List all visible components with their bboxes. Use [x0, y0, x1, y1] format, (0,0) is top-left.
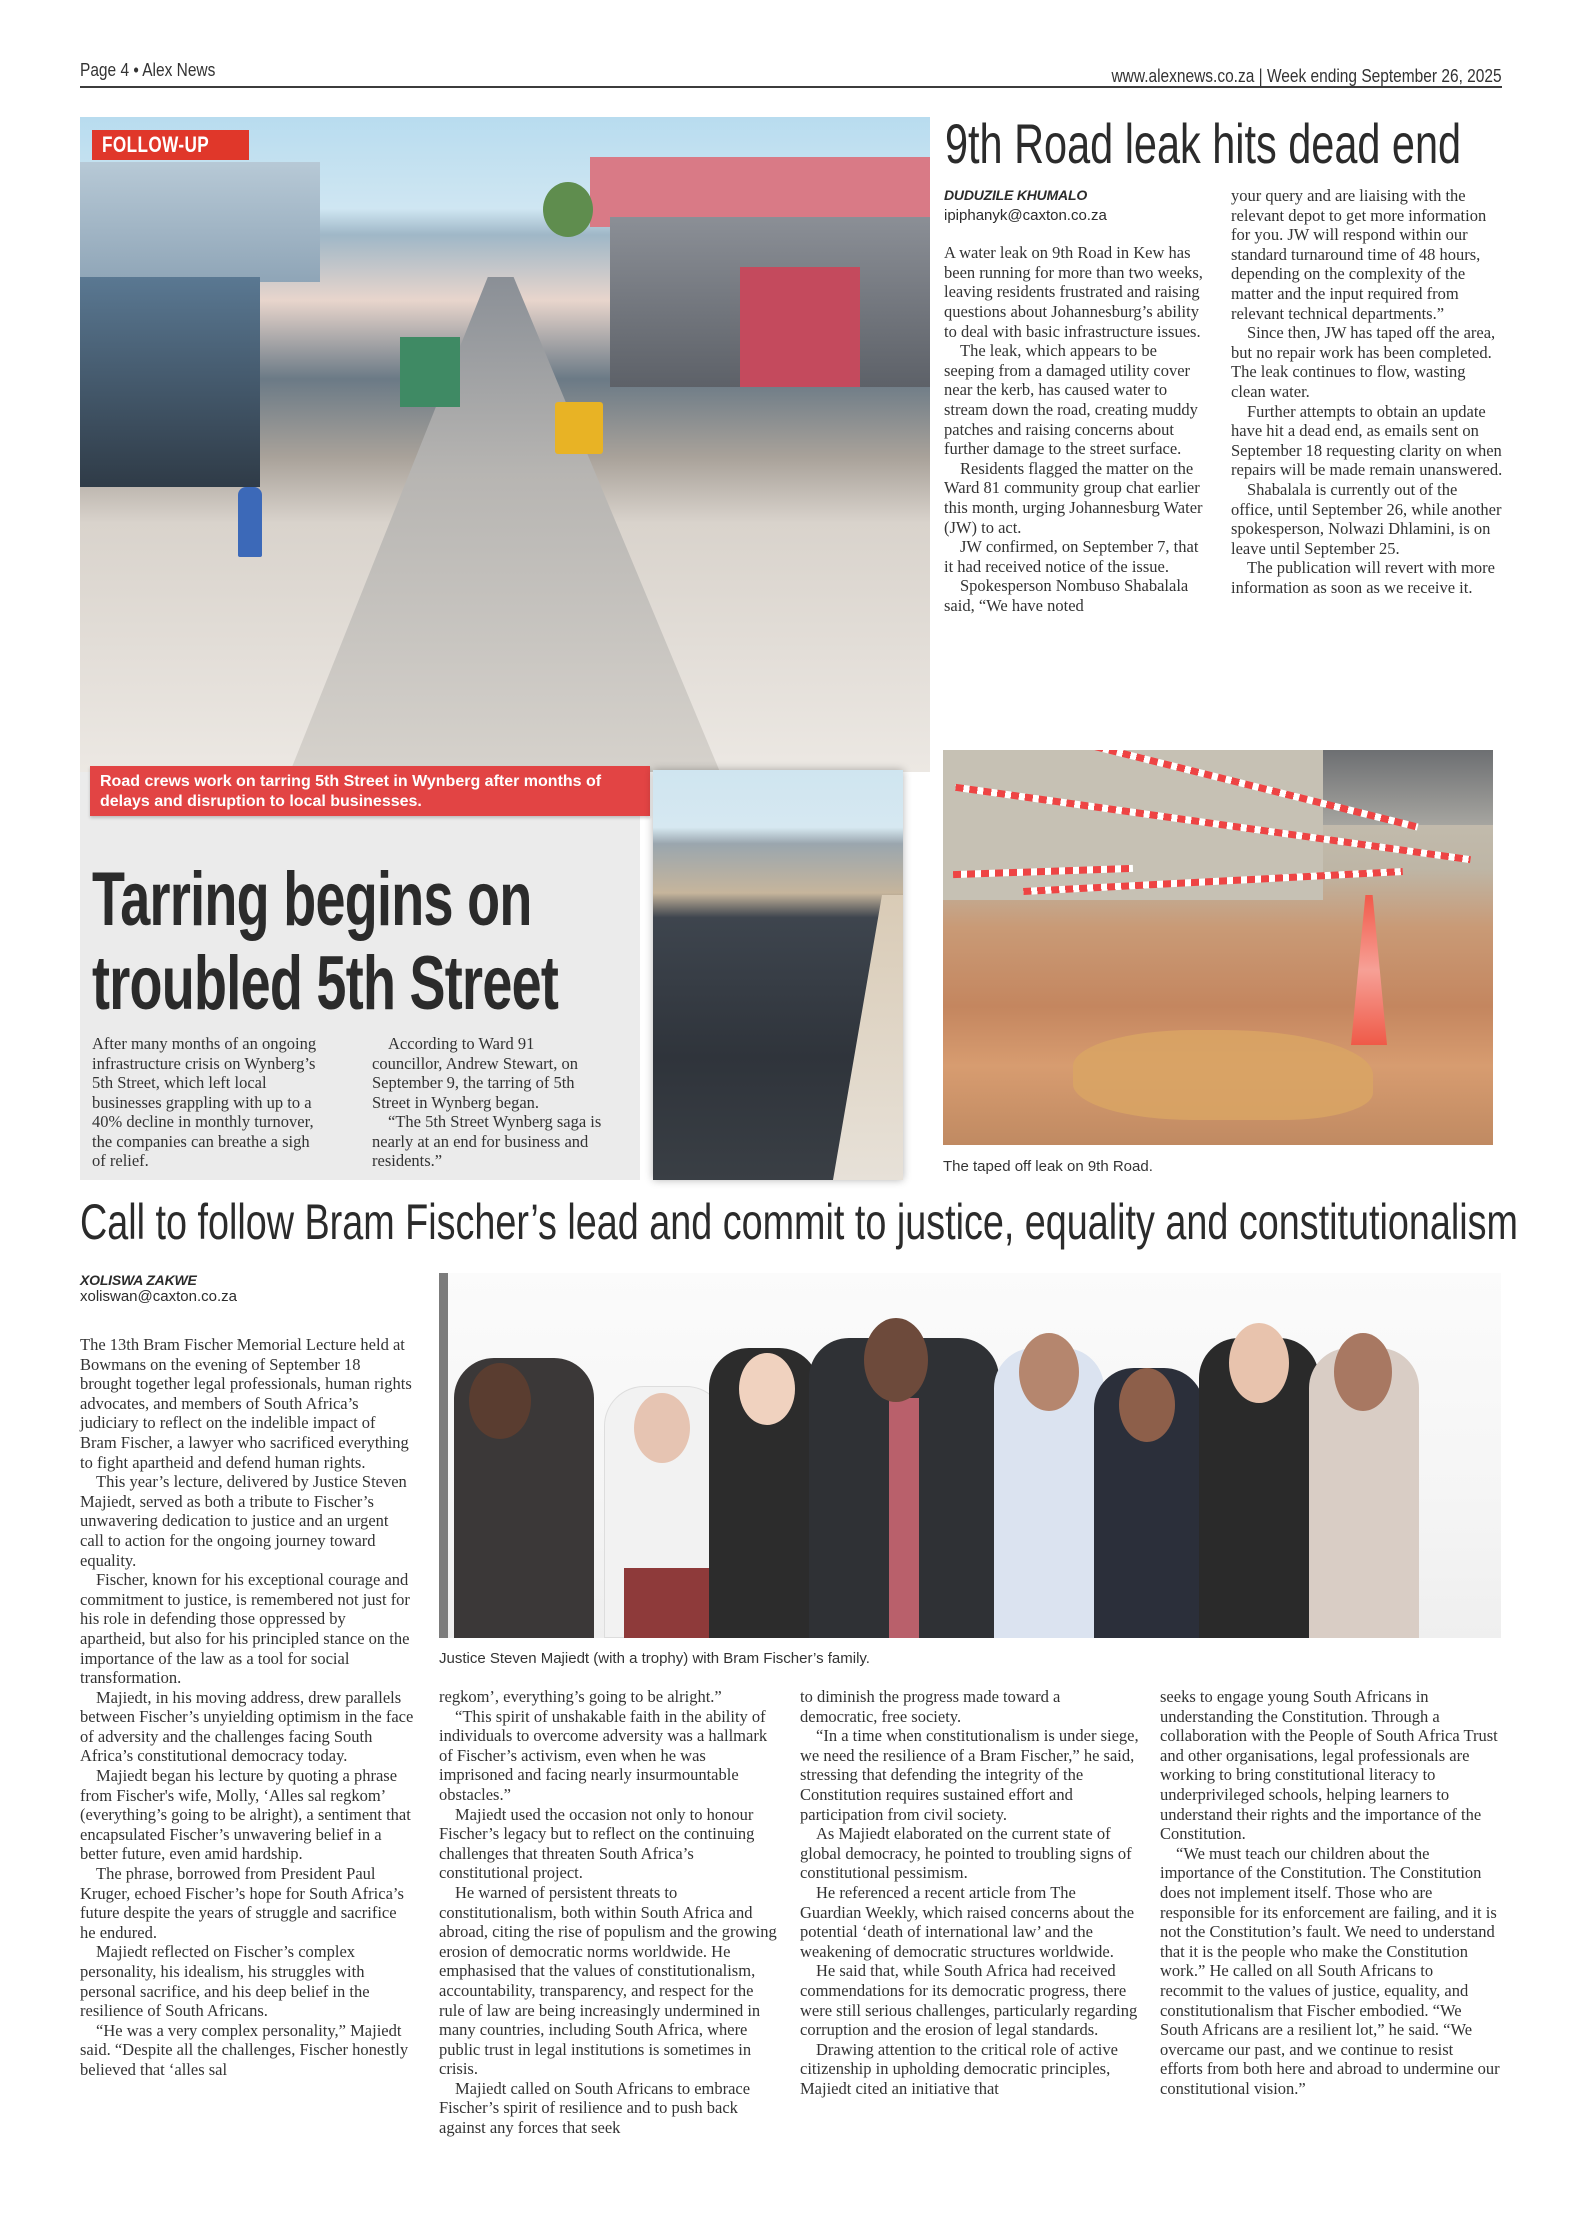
street-tarring-photo — [80, 117, 930, 772]
leak-body-col2: your query and are liaising with the relevant depot to get more information for you. JW will respond within our standard turnaround time of 48 hours, depending on the complexity of the matter and the input required from relevant technical departments.” Since then, JW has taped off the area, but no repair work has been completed. The leak continues to flow, wasting clean water. Further attempts to obtain an update have hit a dead end, as emails sent on September 18 requesting clarity on when repairs will be made remain unanswered. Shabalala is currently out of the office, until September 26, while another spokesperson, Nolwazi Dhlamini, is on leave until September 25. The publication will revert with more information as soon as we receive it. — [1231, 186, 1503, 597]
page-folio: Page 4 • Alex News — [80, 60, 216, 80]
leak-photo-caption: The taped off leak on 9th Road. — [943, 1158, 1153, 1175]
leak-body-col1: DUDUZILE KHUMALO ipiphanyk@caxton.co.za A water leak on 9th Road in Kew has been running for more than two weeks, leaving residents frustrated and raising questions about Johannesburg’s ability to deal with basic infrastructure issues. The leak, which appears to be seeping from a damaged utility cover near the kerb, has caused water to stream down the road, creating muddy patches and raising concerns about further damage to the street surface. Residents flagged the matter on the Ward 81 community group chat earlier this month, urging Johannesburg Water (JW) to act. JW confirmed, on September 7, that it had received notice of the issue. Spokesperson Nombuso Shabalala said, “We have noted — [944, 186, 1206, 615]
leak-photo — [943, 750, 1493, 1145]
family-photo-caption: Justice Steven Majiedt (with a trophy) with Bram Fischer’s family. — [439, 1650, 870, 1667]
byline-email[interactable]: xoliswan@caxton.co.za — [80, 1288, 237, 1305]
byline-email[interactable]: ipiphanyk@caxton.co.za — [944, 206, 1107, 224]
tarring-body-col1: After many months of an ongoing infrastructure crisis on Wynberg’s 5th Street, which left local businesses grappling with up to a 40% decline in monthly turnover, the companies can breathe a sigh of relief. — [92, 1034, 317, 1170]
street-photo-caption: Road crews work on tarring 5th Street in Wynberg after months of delays and disruption to local businesses. — [90, 766, 650, 816]
byline-name: DUDUZILE KHUMALO — [944, 187, 1088, 203]
fischer-headline: Call to follow Bram Fischer’s lead and commit to justice, equality and constitutionalism — [80, 1194, 1518, 1250]
fischer-body-col1: The 13th Bram Fischer Memorial Lecture held at Bowmans on the evening of September 18 brought together legal professionals, human rights advocates, and members of South Africa’s judiciary to reflect on the indelible impact of Bram Fischer, a lawyer who sacrificed everything to fight apartheid and defend human rights. This year’s lecture, delivered by Justice Steven Majiedt, served as both a tribute to Fischer’s unwavering dedication to justice and an urgent call to action for the ongoing journey toward equality. Fischer, known for his exceptional courage and commitment to justice, is remembered not just for his role in defending those oppressed by apartheid, but also for his principled stance on the importance of the law as a tool for social transformation. Majiedt, in his moving address, drew parallels between Fischer’s unyielding optimism in the face of adversity and the challenges facing South Africa’s constitutional democracy today. Majiedt began his lecture by quoting a phrase from Fischer's wife, Molly, ‘Alles sal regkom’ (everything’s going to be alright), a sentiment that encapsulated Fischer’s unwavering belief in a better future, even amid hardship. The phrase, borrowed from President Paul Kruger, echoed Fischer’s hope for South Africa’s future despite the years of struggle and sacrifice he endured. Majiedt reflected on Fischer’s complex personality, his idealism, his struggles with personal sacrifice, and his deep belief in the resilience of South Africans. “He was a very complex personality,” Majiedt said. “Despite all the challenges, Fischer honestly believed that ‘alles sal — [80, 1335, 414, 2079]
fischer-body-col4: seeks to engage young South Africans in understanding the Constitution. Through a collaboration with the People of South Africa Trust and other organisations, legal professionals are working to bring constitutional literacy to underprivileged schools, helping learners to understand their rights and the importance of the Constitution. “We must teach our children about the importance of the Constitution. The Constitution does not implement itself. Those who are responsible for its enforcement are failing, and it is not the Constitution’s fault. We need to understand that it is the people who make the Constitution work.” He called on all South Africans to recommit to the values of justice, equality, and constitutionalism that Fischer embodied. “We South Africans are a resilient lot,” he said. “We overcame our past, and we continue to resist efforts from both here and abroad to undermine our constitutional vision.” — [1160, 1687, 1500, 2098]
new-tar-road-photo — [653, 770, 903, 1180]
leak-headline: 9th Road leak hits dead end — [945, 112, 1462, 175]
tarring-body-col2: According to Ward 91 councillor, Andrew Stewart, on September 9, the tarring of 5th Street in Wynberg began. “The 5th Street Wynberg saga is nearly at an end for business and residents.” — [372, 1034, 602, 1170]
fischer-family-photo — [439, 1273, 1501, 1638]
fischer-byline — [80, 1272, 237, 1305]
tarring-headline: Tarring begins on troubled 5th Street — [92, 857, 559, 1026]
fischer-body-col2: regkom’, everything’s going to be alright.” “This spirit of unshakable faith in the ability of individuals to overcome adversity was a hallmark of Fischer’s activism, even when he was imprisoned and facing nearly insurmountable obstacles.” Majiedt used the occasion not only to honour Fischer’s legacy but to reflect on the continuing challenges that threaten South Africa’s constitutional project. He warned of persistent threats to constitutionalism, both within South Africa and abroad, citing the rise of populism and the growing erosion of democratic norms worldwide. He emphasised that the values of constitutionalism, accountability, transparency, and respect for the rule of law are being increasingly undermined in many countries, including South Africa, where public trust in legal institutions is sometimes in crisis. Majiedt called on South Africans to embrace Fischer’s spirit of resilience and to push back against any forces that seek — [439, 1687, 777, 2138]
site-and-date: www.alexnews.co.za | Week ending September 26, 2025 — [1111, 66, 1502, 86]
follow-up-label: FOLLOW-UP — [92, 130, 249, 160]
fischer-body-col3: to diminish the progress made toward a democratic, free society. “In a time when constitutionalism is under siege, we need the resilience of a Bram Fischer,” he said, stressing that defending the integrity of the Constitution requires sustained effort and participation from civil society. As Majiedt elaborated on the current state of global democracy, he pointed to troubling signs of constitutional pessimism. He referenced a recent article from The Guardian Weekly, which raised concerns about the potential ‘death of international law’ and the weakening of democratic structures worldwide. He said that, while South Africa had received commendations for its democratic progress, there were still serious challenges, particularly regarding corruption and the erosion of legal standards. Drawing attention to the critical role of active citizenship in upholding democratic principles, Majiedt cited an initiative that — [800, 1687, 1139, 2098]
byline-name: XOLISWA ZAKWE — [80, 1272, 197, 1288]
header-divider — [80, 86, 1502, 88]
